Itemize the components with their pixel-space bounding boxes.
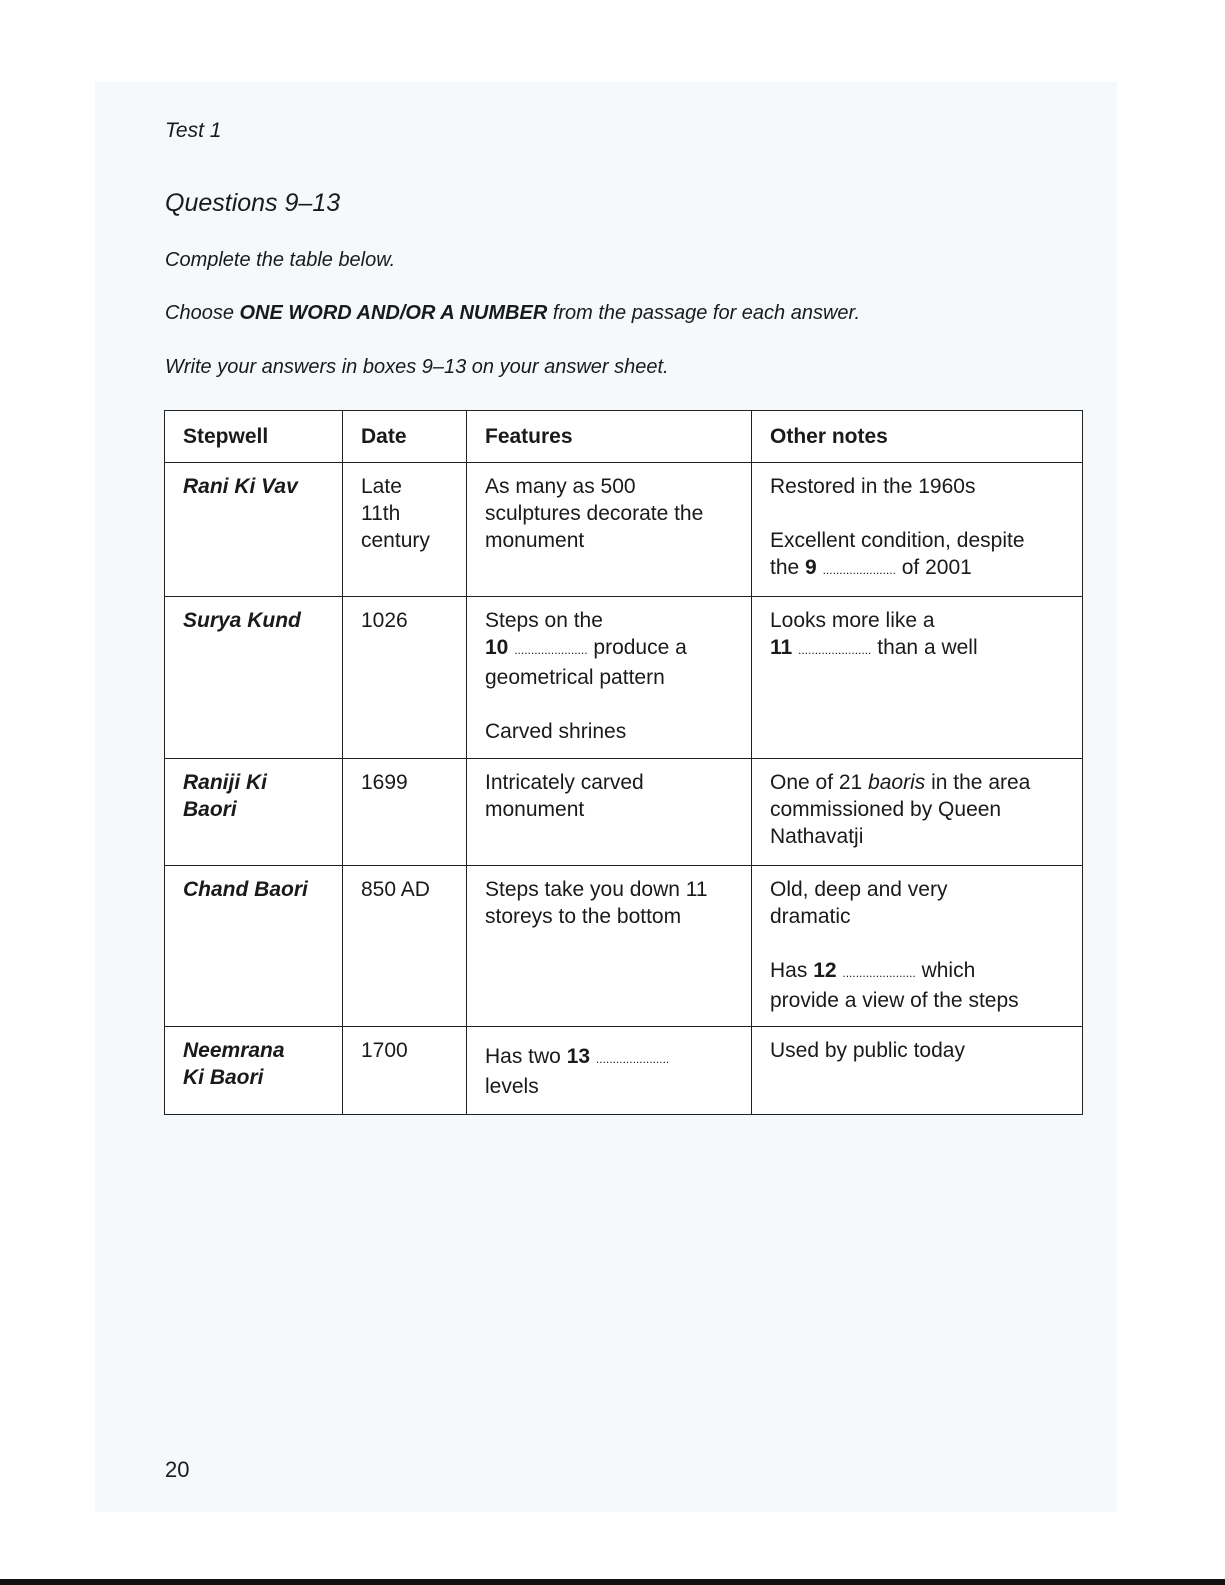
- table-header-row: [165, 411, 1083, 463]
- section-title: Questions 9–13: [165, 189, 341, 217]
- header-stepwell: Stepwell: [165, 411, 343, 463]
- notes-cell: Old, deep and very dramatic Has 12 ...................... which provide a view of the steps: [752, 866, 1083, 1027]
- date-cell: Late 11th century: [343, 463, 467, 597]
- table-row: [165, 597, 1083, 759]
- date-cell: 1700: [343, 1027, 467, 1115]
- features-cell: Intricately carved monument: [467, 759, 752, 866]
- bottom-border: [0, 1579, 1225, 1585]
- page-number: 20: [165, 1457, 190, 1482]
- stepwell-name: Surya Kund: [165, 597, 343, 759]
- date-cell: 850 AD: [343, 866, 467, 1027]
- word-limit: ONE WORD AND/OR A NUMBER: [239, 302, 548, 324]
- date-cell: 1026: [343, 597, 467, 759]
- answer-blank-11: ......................: [798, 643, 872, 657]
- features-cell: Has two 13 ...................... levels: [467, 1027, 752, 1115]
- question-12-number: 12: [813, 959, 837, 982]
- notes-cell: One of 21 baoris in the area commissioned by Queen Nathavatji: [752, 759, 1083, 866]
- header-other-notes: Other notes: [752, 411, 1083, 463]
- instruction-line-2: Choose ONE WORD AND/OR A NUMBER from the passage for each answer.: [165, 302, 861, 324]
- features-cell: Steps on the 10 ...................... produce a geometrical pattern Carved shrines: [467, 597, 752, 759]
- question-13-number: 13: [566, 1045, 591, 1068]
- instruction-line-3: Write your answers in boxes 9–13 on your answer sheet.: [165, 356, 669, 378]
- stepwell-name: Chand Baori: [165, 866, 343, 1027]
- running-head: Test 1: [165, 119, 222, 142]
- answer-blank-10: ......................: [514, 643, 588, 657]
- question-9-number: 9: [805, 556, 817, 579]
- answer-blank-13: ......................: [595, 1052, 670, 1066]
- stepwell-name: Rani Ki Vav: [165, 463, 343, 597]
- instruction-line-1: Complete the table below.: [165, 249, 396, 271]
- stepwell-name: Neemrana Ki Baori: [165, 1027, 343, 1115]
- question-11-number: 11: [770, 636, 793, 659]
- table-row: [165, 1027, 1083, 1115]
- notes-cell: Used by public today: [752, 1027, 1083, 1115]
- answer-blank-12: ......................: [842, 966, 916, 980]
- date-cell: 1699: [343, 759, 467, 866]
- table-row: [165, 759, 1083, 866]
- notes-cell: Restored in the 1960s Excellent condition, despite the 9 ...................... of 2001: [752, 463, 1083, 597]
- stepwell-name: Raniji Ki Baori: [165, 759, 343, 866]
- question-10-number: 10: [485, 636, 509, 659]
- features-cell: As many as 500 sculptures decorate the monument: [467, 463, 752, 597]
- stepwell-table: [164, 410, 1083, 1115]
- features-cell: Steps take you down 11 storeys to the bottom: [467, 866, 752, 1027]
- table-row: [165, 866, 1083, 1027]
- header-features: Features: [467, 411, 752, 463]
- notes-cell: Looks more like a 11 ...................... than a well: [752, 597, 1083, 759]
- header-date: Date: [343, 411, 467, 463]
- answer-blank-9: ......................: [822, 563, 896, 577]
- table-row: [165, 463, 1083, 597]
